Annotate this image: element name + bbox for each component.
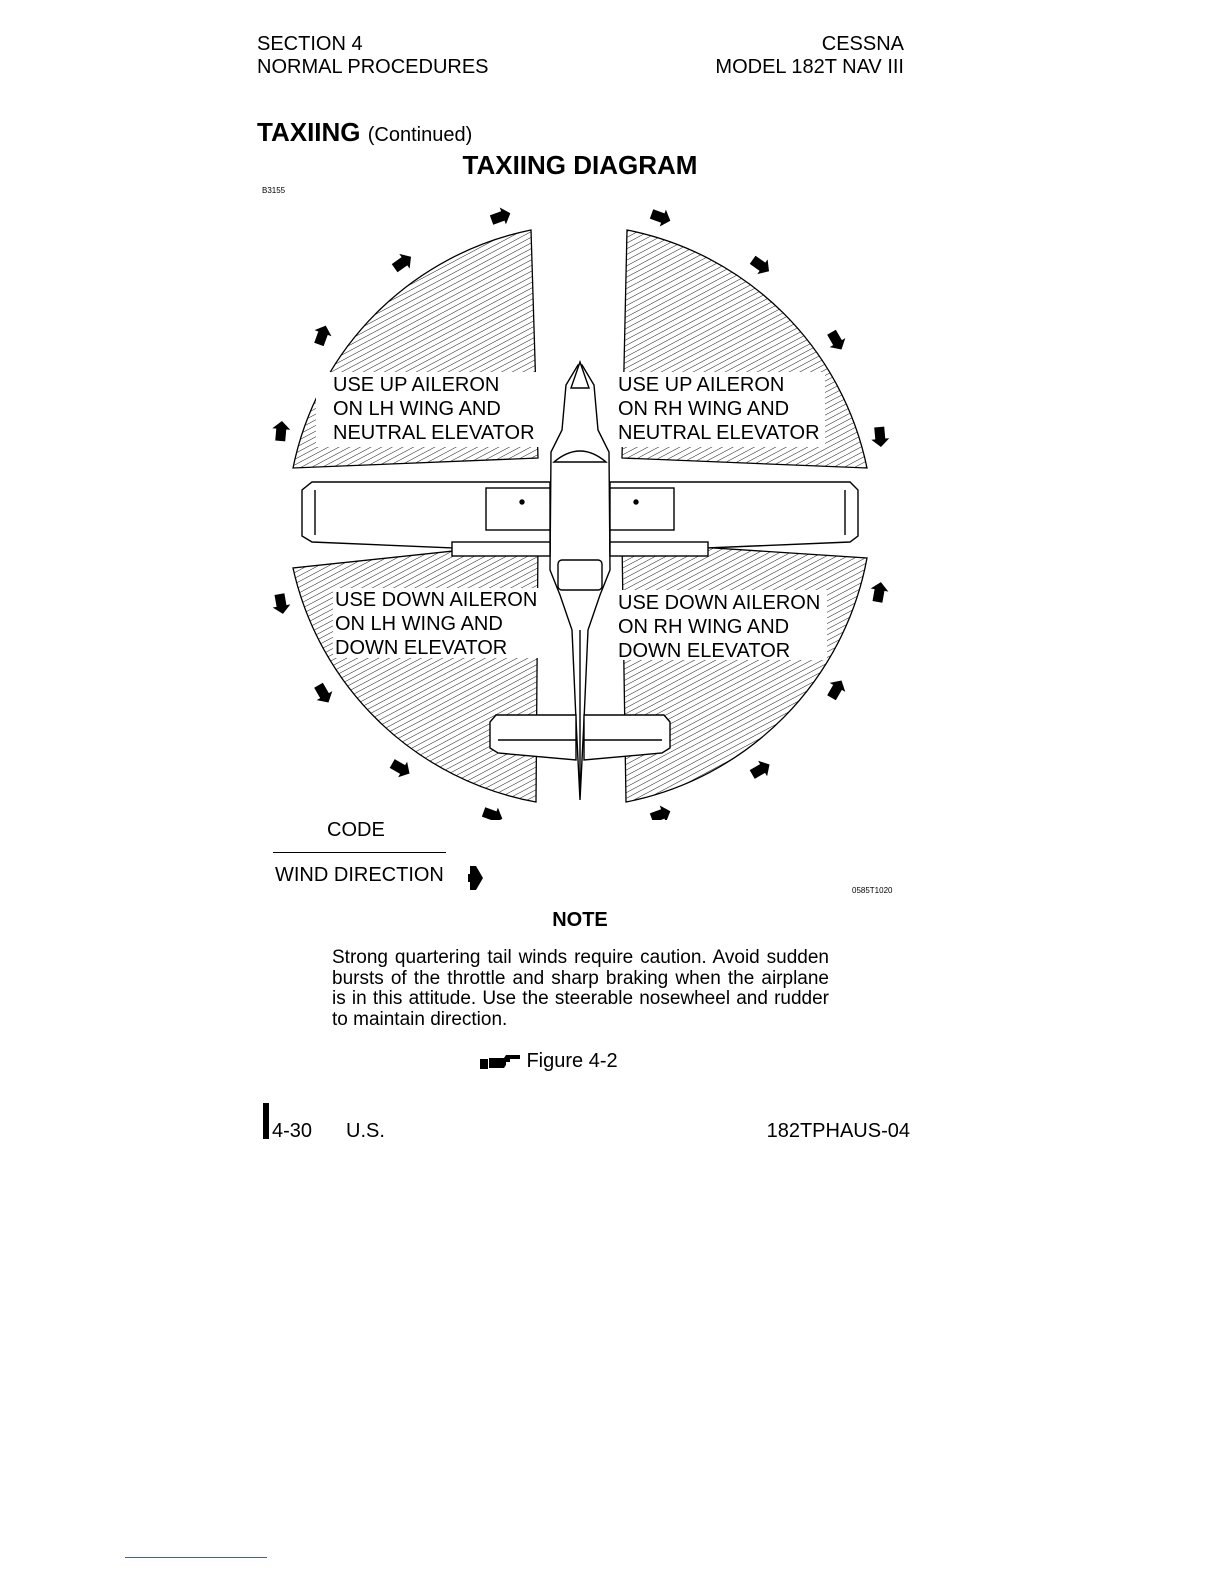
right-wing-panel: [610, 488, 674, 530]
quadrant-line: USE DOWN AILERON: [335, 589, 538, 611]
section-title-suffix: (Continued): [367, 124, 473, 146]
quadrant-line: ON RH WING AND: [618, 398, 790, 420]
wind-arrow-icon: [389, 249, 416, 275]
figure-reference[interactable]: [480, 1050, 618, 1073]
code-divider: [273, 852, 446, 853]
sector-lower-right: [622, 542, 867, 802]
left-stabilizer: [490, 715, 576, 760]
section-title-main: TAXIING: [257, 117, 361, 147]
left-flap: [452, 542, 550, 556]
art-number: 0585T1020: [852, 886, 893, 895]
wind-arrow-icon: [271, 593, 292, 616]
quadrant-line: ON RH WING AND: [618, 616, 790, 638]
section-number: SECTION 4: [257, 33, 363, 55]
left-wing-panel: [486, 488, 550, 530]
wind-arrow-icon: [869, 581, 890, 604]
right-flap: [610, 542, 708, 556]
quadrant-label-upper-left: [333, 374, 535, 444]
quadrant-line: ON LH WING AND: [335, 613, 503, 635]
quadrant-line: DOWN ELEVATOR: [335, 637, 508, 659]
manufacturer: CESSNA: [821, 33, 904, 55]
note-text: Strong quartering tail winds require caution. Avoid sudden bursts of the throttle and sharp braking when the airplane is in this attitude. Use the steerable nosewheel and rudder to maintain direction.: [332, 947, 829, 1030]
wind-arrow-icon: [748, 757, 774, 783]
cabin-window-rear: [558, 560, 602, 590]
wind-arrow-icon: [271, 420, 291, 441]
section-name: NORMAL PROCEDURES: [257, 56, 489, 78]
quadrant-line: NEUTRAL ELEVATOR: [333, 422, 535, 444]
edition-label: U.S.: [346, 1120, 385, 1142]
figure-id: B3155: [262, 186, 286, 195]
code-label: CODE: [327, 819, 385, 841]
sector-lower-left: [293, 542, 538, 802]
page-number: 4-30: [272, 1120, 313, 1142]
quadrant-line: USE DOWN AILERON: [618, 592, 821, 614]
quadrant-line: USE UP AILERON: [618, 374, 785, 396]
wind-arrow-icon: [480, 803, 505, 820]
wind-direction-label: WIND DIRECTION: [275, 864, 444, 886]
wind-arrow-icon: [310, 323, 334, 348]
diagram-title: TAXIING DIAGRAM: [462, 150, 698, 180]
wind-arrow-icon: [648, 205, 673, 229]
bottom-rule: [125, 1557, 267, 1558]
note-heading: NOTE: [552, 909, 608, 931]
page-header-left: [257, 33, 489, 79]
wind-arrow-icon: [824, 676, 850, 702]
wind-arrow-icon: [488, 205, 513, 229]
taxiing-diagram: [260, 200, 900, 820]
wind-arrow-icon: [388, 756, 414, 782]
wind-arrow-icon: [747, 252, 774, 278]
figure-label: Figure 4-2: [526, 1050, 618, 1072]
right-stabilizer: [584, 715, 670, 760]
page-header-right: [715, 33, 904, 79]
quadrant-line: DOWN ELEVATOR: [618, 640, 791, 662]
quadrant-line: NEUTRAL ELEVATOR: [618, 422, 820, 444]
document-id: 182TPHAUS-04: [766, 1120, 910, 1142]
wind-arrow-icon: [648, 803, 673, 820]
quadrant-label-upper-right: [618, 374, 820, 444]
change-bar: [263, 1103, 269, 1139]
wind-arrow-icon: [870, 426, 890, 447]
pointing-hand-icon: [480, 1053, 522, 1071]
quadrant-line: USE UP AILERON: [333, 374, 500, 396]
model: MODEL 182T NAV III: [715, 56, 904, 78]
wind-arrow-icon: [311, 681, 337, 707]
wind-arrow-icon: [466, 864, 486, 892]
quadrant-line: ON LH WING AND: [333, 398, 501, 420]
wind-arrow-icon: [824, 328, 850, 354]
section-title: [257, 117, 472, 148]
